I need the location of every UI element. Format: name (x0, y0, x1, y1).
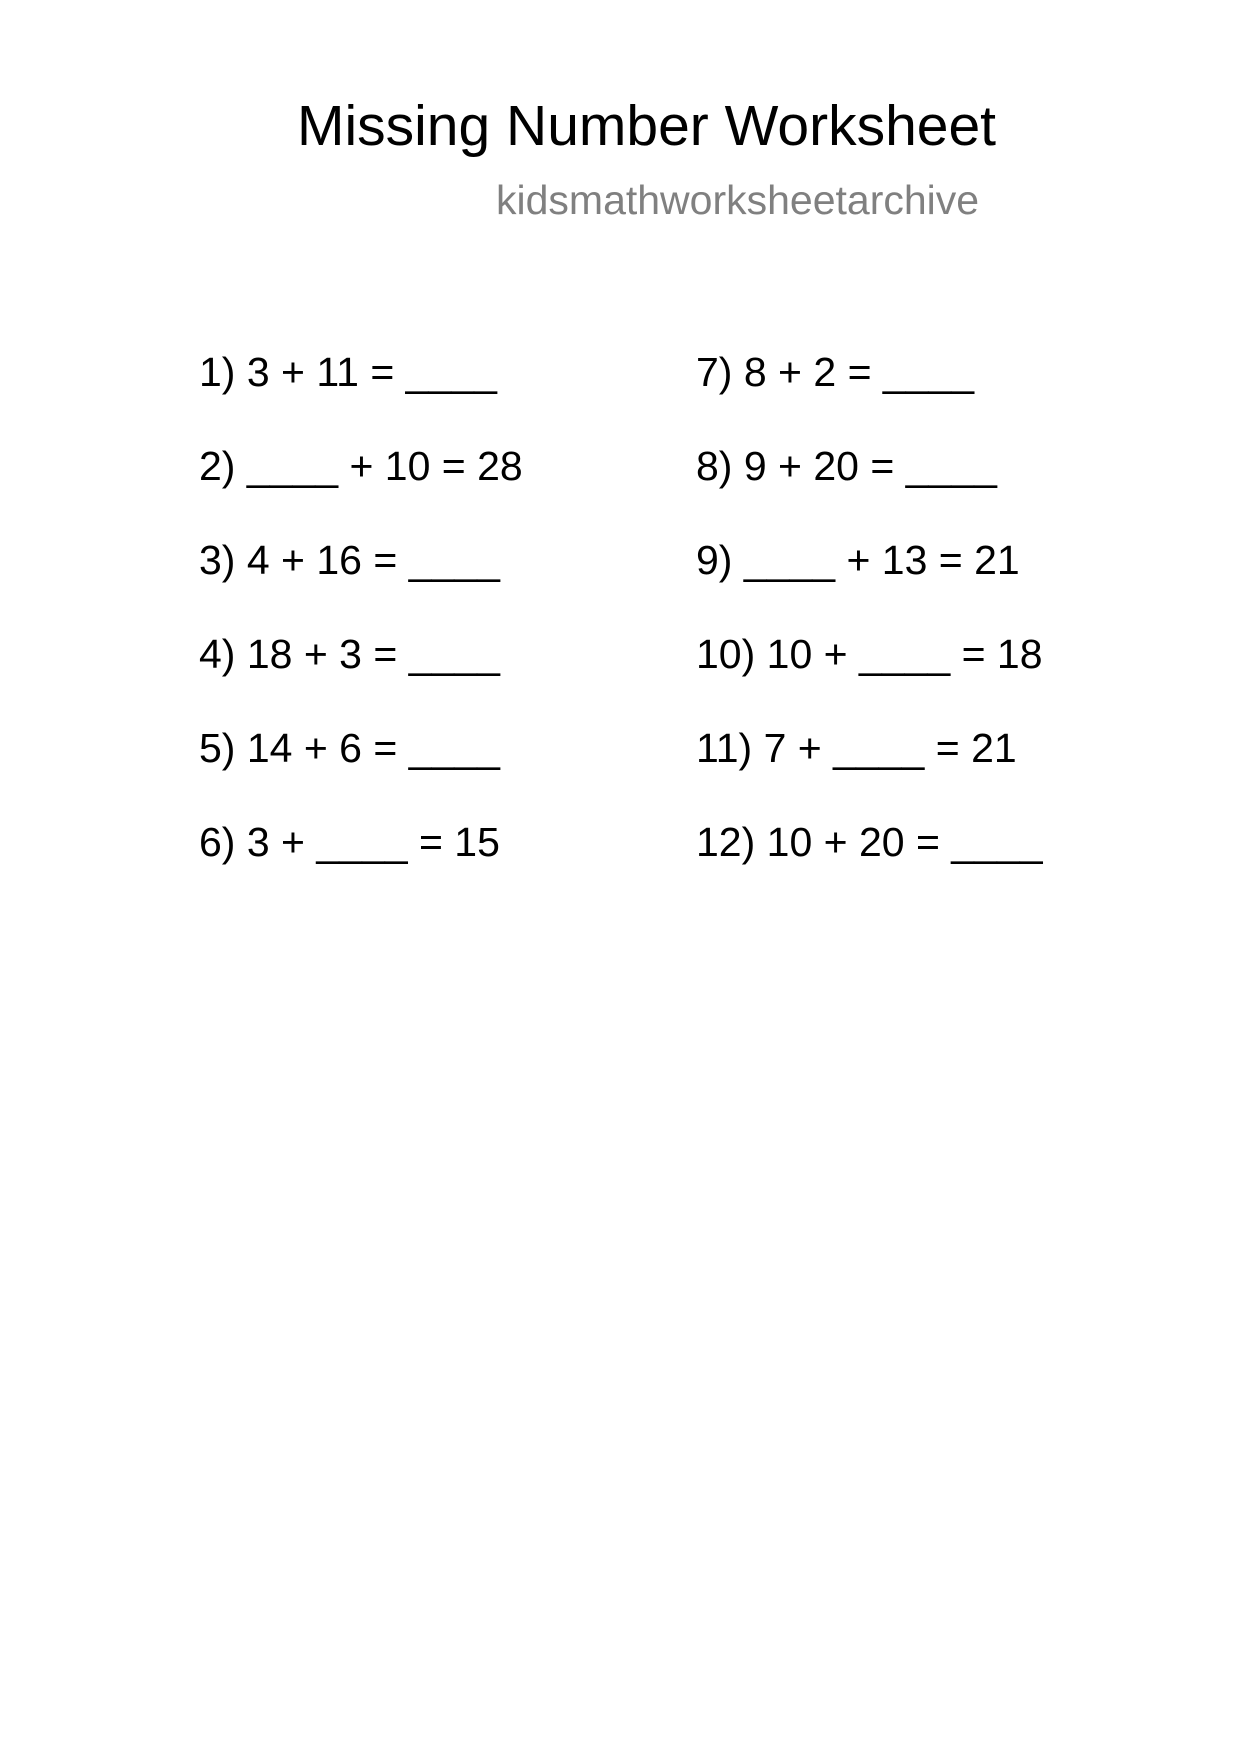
problem-4: 4) 18 + 3 = ____ (199, 631, 500, 677)
problem-1: 1) 3 + 11 = ____ (199, 349, 497, 395)
source-subtitle: kidsmathworksheetarchive (496, 177, 980, 223)
problem-8: 8) 9 + 20 = ____ (696, 443, 997, 489)
problem-5: 5) 14 + 6 = ____ (199, 725, 500, 771)
problem-12: 12) 10 + 20 = ____ (696, 819, 1043, 865)
problem-7: 7) 8 + 2 = ____ (696, 349, 975, 395)
page-title: Missing Number Worksheet (297, 94, 997, 158)
problem-3: 3) 4 + 16 = ____ (199, 537, 500, 583)
problem-9: 9) ____ + 13 = 21 (696, 537, 1020, 583)
problem-6: 6) 3 + ____ = 15 (199, 819, 500, 865)
problem-10: 10) 10 + ____ = 18 (696, 631, 1043, 677)
problem-11: 11) 7 + ____ = 21 (696, 725, 1017, 771)
problem-2: 2) ____ + 10 = 28 (199, 443, 523, 489)
